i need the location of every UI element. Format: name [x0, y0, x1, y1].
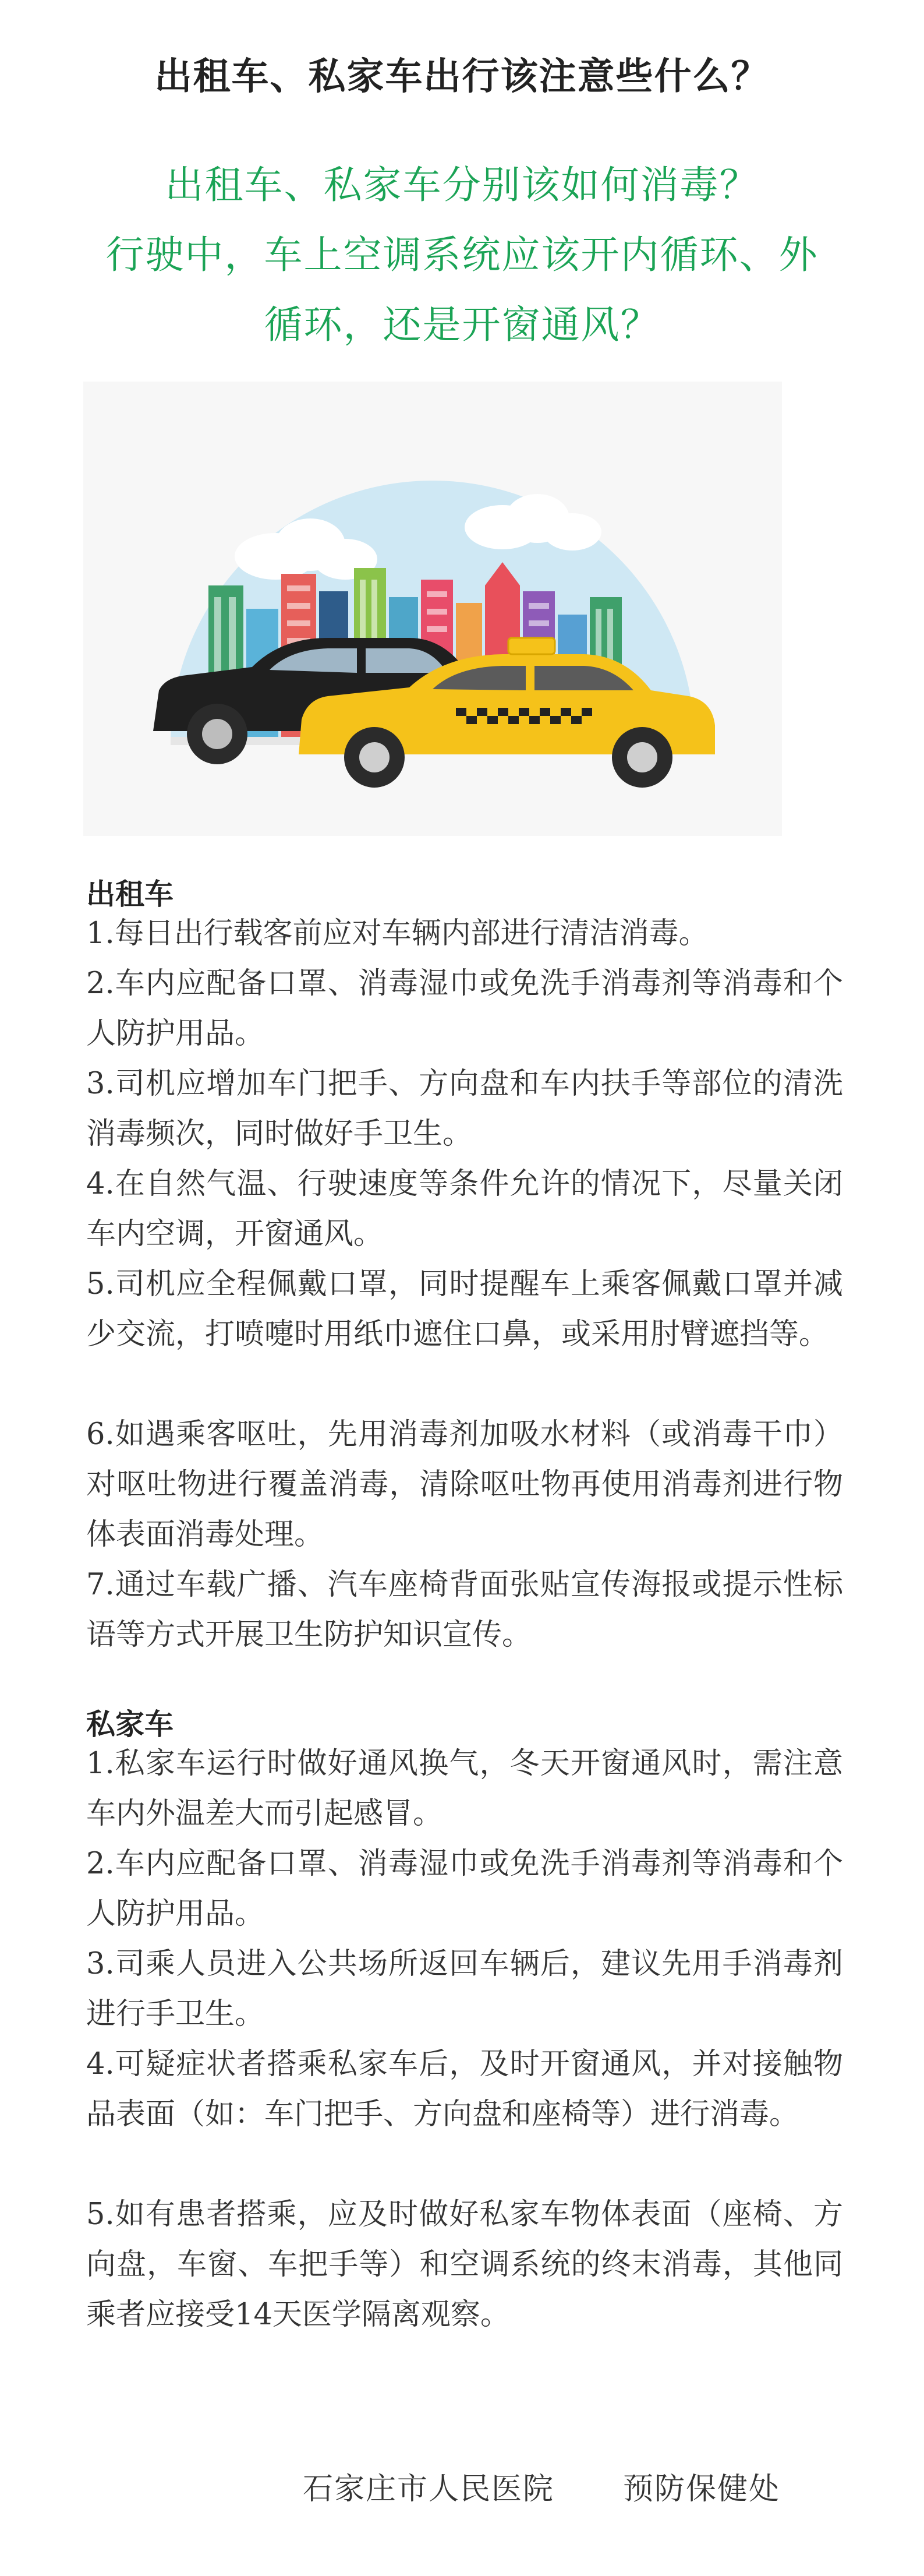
private-item-2: 2.车内应配备口罩、消毒湿巾或免洗手消毒剂等消毒和个人防护用品。 [86, 1847, 843, 1931]
private-section-heading: 私家车 [86, 1707, 174, 1741]
subtitle-line-3: 循环，还是开窗通风？ [264, 302, 660, 347]
taxi-item-4: 4.在自然气温、行驶速度等条件允许的情况下，尽量关闭车内空调，开窗通风。 [86, 1167, 843, 1251]
taxi-item-7: 7.通过车载广播、汽车座椅背面张贴宣传海报或提示性标语等方式开展卫生防护知识宣传。 [86, 1568, 843, 1652]
taxi-item-6: 6.如遇乘客呕吐，先用消毒剂加吸水材料（或消毒干巾）对呕吐物进行覆盖消毒，清除呕吐物再使用消毒剂进行物体表面消毒处理。 [86, 1417, 843, 1552]
footer-hospital: 石家庄市人民医院 [303, 2472, 555, 2507]
taxi-section-heading: 出租车 [86, 877, 174, 911]
footer-department: 预防保健处 [623, 2472, 781, 2507]
hero-illustration [83, 382, 782, 836]
taxi-item-2: 2.车内应配备口罩、消毒湿巾或免洗手消毒剂等消毒和个人防护用品。 [86, 966, 843, 1051]
subtitle-line-2: 行驶中，车上空调系统应该开内循环、外 [105, 232, 819, 277]
taxi-item-5: 5.司机应全程佩戴口罩，同时提醒车上乘客佩戴口罩并减少交流，打喷嚏时用纸巾遮住口鼻，或采用肘臂遮挡等。 [86, 1267, 843, 1351]
page-title: 出租车、私家车出行该注意些什么？ [154, 55, 770, 98]
private-item-1: 1.私家车运行时做好通风换气，冬天开窗通风时，需注意车内外温差大而引起感冒。 [86, 1746, 843, 1831]
subtitle-line-1: 出租车、私家车分别该如何消毒？ [165, 163, 759, 207]
private-item-5: 5.如有患者搭乘，应及时做好私家车物体表面（座椅、方向盘，车窗、车把手等）和空调系统的终末消毒，其他同乘者应接受14天医学隔离观察。 [86, 2197, 843, 2332]
taxi-item-3: 3.司机应增加车门把手、方向盘和车内扶手等部位的清洗消毒频次，同时做好手卫生。 [86, 1067, 843, 1151]
private-item-4: 4.可疑症状者搭乘私家车后，及时开窗通风，并对接触物品表面（如：车门把手、方向盘和座椅等）进行消毒。 [86, 2047, 843, 2132]
private-item-3: 3.司乘人员进入公共场所返回车辆后，建议先用手消毒剂进行手卫生。 [86, 1947, 843, 2031]
taxi-item-1: 1.每日出行载客前应对车辆内部进行清洁消毒。 [86, 916, 709, 951]
